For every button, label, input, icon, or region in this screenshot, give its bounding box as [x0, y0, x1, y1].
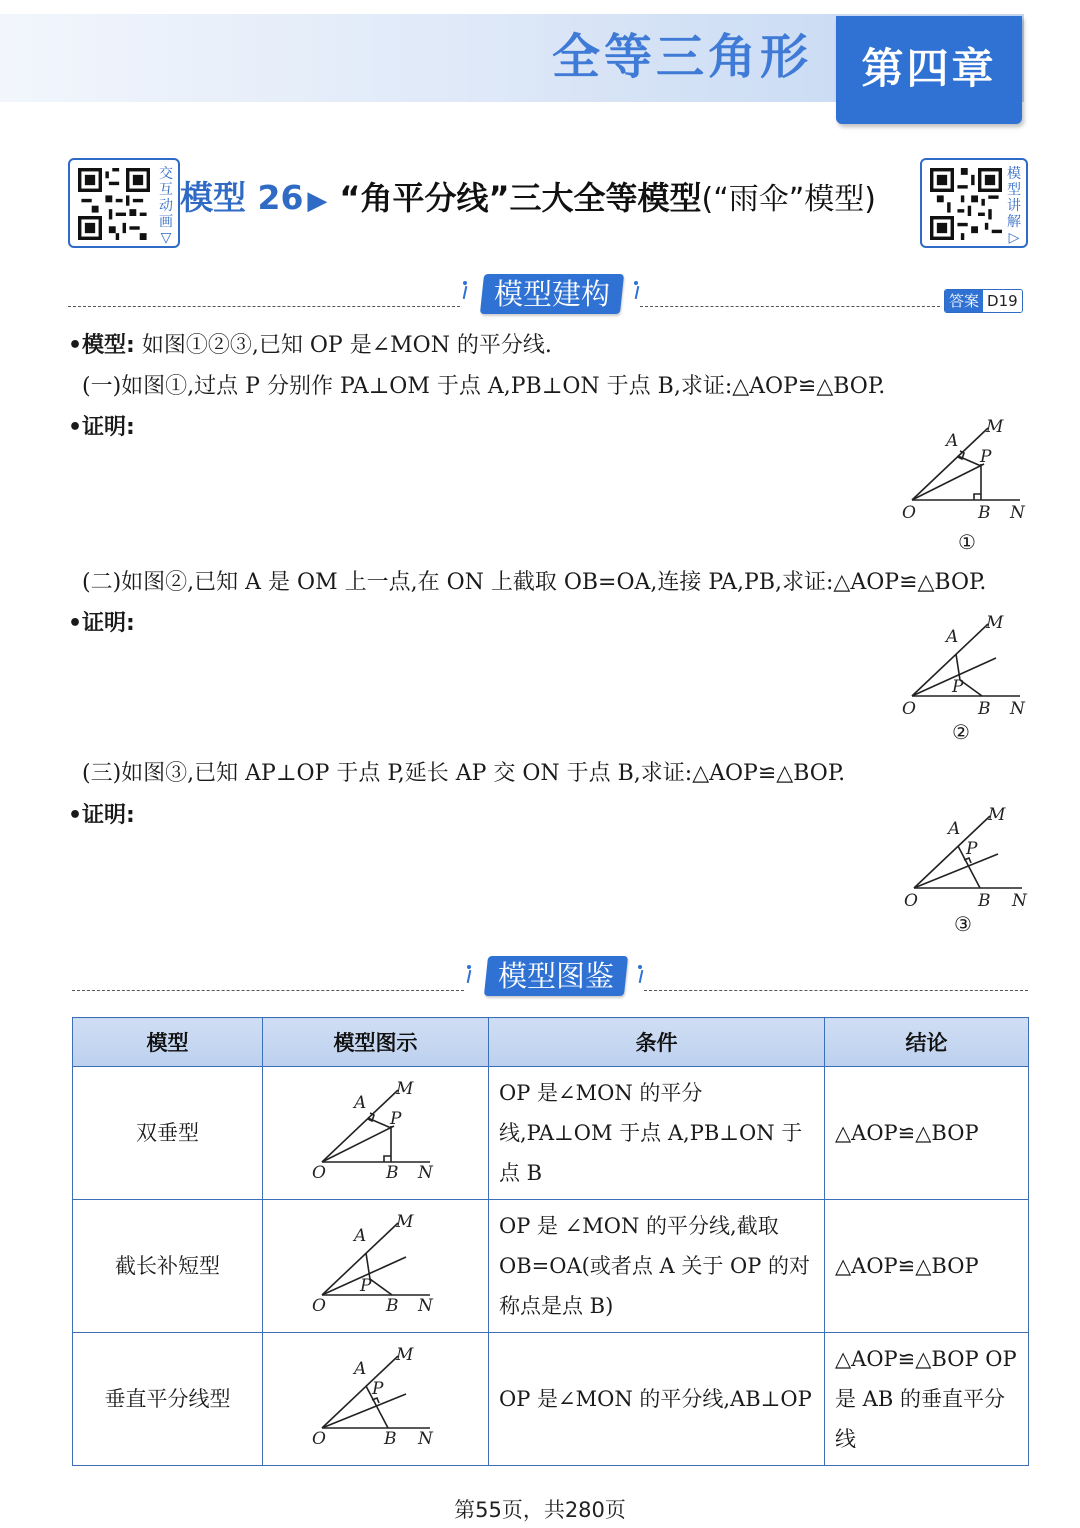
- part-1-proof-label: •证明:: [68, 415, 135, 440]
- fig-label-n: N: [417, 1162, 433, 1182]
- section-divider: [640, 306, 940, 307]
- table-row: [73, 1067, 1029, 1200]
- table-row: [73, 1200, 1029, 1333]
- fig-label-o: O: [311, 1295, 326, 1315]
- fig-label-p: P: [359, 1275, 371, 1296]
- qr-tag-char: ▽: [160, 230, 172, 246]
- qr-tag-char: 互: [159, 182, 173, 198]
- fig-label-n: N: [1012, 891, 1027, 911]
- model-title: “角平分线”三大全等模型: [339, 179, 702, 217]
- figure-3: [898, 802, 1038, 912]
- fig-label-m: M: [988, 805, 1006, 825]
- intro-bullet-label: •模型:: [68, 333, 135, 358]
- table-header: 条件: [489, 1018, 825, 1067]
- table-figure-2: [306, 1205, 446, 1315]
- fig-label-b: B: [978, 891, 991, 911]
- fig-label-p: P: [966, 839, 978, 859]
- fig-label-b: B: [385, 1162, 398, 1182]
- table-header-row: [73, 1018, 1029, 1067]
- table-header: 模型: [73, 1018, 263, 1067]
- fig-label-o: O: [311, 1162, 326, 1182]
- answer-label: 答案: [945, 290, 983, 312]
- model-name: 双垂型: [73, 1067, 263, 1200]
- fig-label-o: O: [902, 503, 916, 523]
- model-title-row: [180, 172, 876, 220]
- model-intro: [68, 331, 552, 361]
- fig-label-b: B: [978, 699, 991, 719]
- fig-label-o: O: [904, 891, 918, 911]
- chapter-label: 第四章: [861, 44, 997, 93]
- fig-label-o: O: [902, 699, 916, 719]
- fig-label-n: N: [1010, 699, 1025, 719]
- part-3-proof-label: •证明:: [68, 803, 135, 828]
- fig-label-a: A: [946, 431, 959, 451]
- model-conclusion: △AOP≌△BOP: [825, 1200, 1029, 1333]
- model-condition: OP 是 ∠MON 的平分线,截取 OB=OA(或者点 A 关于 OP 的对称点是点 B): [489, 1200, 825, 1333]
- answer-code: D19: [983, 290, 1022, 312]
- qr-code-icon: [78, 168, 150, 240]
- model-number: 模型 26: [180, 178, 304, 217]
- chapter-badge: [836, 16, 1022, 124]
- table-header: 模型图示: [263, 1018, 489, 1067]
- table-row: [73, 1333, 1029, 1466]
- page-footer: 第55页，共280页: [454, 1498, 626, 1522]
- table-figure-3: [306, 1338, 446, 1448]
- model-figure-cell: [263, 1333, 489, 1466]
- table-header: 结论: [825, 1018, 1029, 1067]
- qr-tag-char: 解: [1007, 214, 1021, 230]
- fig-label-a: A: [946, 627, 959, 647]
- fig-label-n: N: [1010, 503, 1025, 523]
- fig-label-n: N: [417, 1428, 433, 1448]
- part-2-statement: (二)如图②,已知 A 是 OM 上一点,在 ON 上截取 OB=OA,连接 PA,PB,求证:△AOP≌△BOP.: [82, 570, 987, 595]
- fig-label-b: B: [385, 1295, 398, 1315]
- qr-code-explanation[interactable]: [920, 158, 1028, 248]
- model-figure-cell: [263, 1067, 489, 1200]
- model-condition: OP 是∠MON 的平分线,AB⊥OP: [489, 1333, 825, 1466]
- qr-tag-char: 讲: [1007, 198, 1021, 214]
- model-figure-cell: [263, 1200, 489, 1333]
- fig-label-m: M: [395, 1078, 413, 1099]
- model-name: 截长补短型: [73, 1200, 263, 1333]
- fig-label-o: O: [311, 1428, 326, 1448]
- section-title-model-construction: 模型建构: [480, 274, 624, 314]
- section-divider: [72, 990, 464, 991]
- qr-tag-char: 画: [159, 214, 173, 230]
- fig-label-p: P: [952, 677, 964, 697]
- model-subtitle: (“雨伞”模型): [701, 182, 876, 217]
- figure-1: [896, 414, 1036, 524]
- fig-label-p: P: [389, 1108, 401, 1129]
- fig-label-a: A: [353, 1358, 366, 1379]
- model-name: 垂直平分线型: [73, 1333, 263, 1466]
- figure-3-number: ③: [954, 912, 972, 936]
- fig-label-a: A: [353, 1092, 366, 1113]
- fig-label-m: M: [986, 417, 1004, 437]
- fig-label-m: M: [986, 613, 1004, 633]
- qr-tag-char: 模: [1007, 166, 1021, 182]
- qr-tag-char: 动: [159, 198, 173, 214]
- figure-1-number: ①: [958, 530, 976, 554]
- fig-label-b: B: [978, 503, 991, 523]
- figure-2: [896, 610, 1036, 720]
- section-divider: [644, 990, 1028, 991]
- qr-tag-char: 交: [159, 166, 173, 182]
- section-title-model-gallery: 模型图鉴: [484, 956, 628, 996]
- figure-2-number: ②: [952, 720, 970, 744]
- model-condition: OP 是∠MON 的平分线,PA⊥OM 于点 A,PB⊥ON 于点 B: [489, 1067, 825, 1200]
- qr-code-animation[interactable]: [68, 158, 180, 248]
- model-table: [72, 1017, 1029, 1466]
- intro-text: 如图①②③,已知 OP 是∠MON 的平分线.: [141, 333, 552, 358]
- answer-reference-tag[interactable]: [944, 289, 1023, 313]
- fig-label-a: A: [948, 819, 961, 839]
- fig-label-p: P: [980, 447, 992, 467]
- qr-code-icon: [930, 168, 1002, 240]
- qr-tag-char: 型: [1007, 182, 1021, 198]
- section-divider: [68, 306, 460, 307]
- fig-label-m: M: [395, 1211, 413, 1232]
- fig-label-b: B: [383, 1428, 396, 1448]
- fig-label-a: A: [353, 1225, 366, 1246]
- model-conclusion: △AOP≌△BOP OP 是 AB 的垂直平分线: [825, 1333, 1029, 1466]
- part-2-proof-label: •证明:: [68, 611, 135, 636]
- qr-tag-char: ▷: [1008, 230, 1020, 246]
- fig-label-n: N: [417, 1295, 433, 1315]
- table-figure-1: [306, 1072, 446, 1182]
- chapter-title: 全等三角形: [551, 29, 812, 85]
- fig-label-p: P: [371, 1378, 383, 1399]
- part-1-statement: (一)如图①,过点 P 分别作 PA⊥OM 于点 A,PB⊥ON 于点 B,求证:△AOP≌△BOP.: [82, 374, 886, 399]
- model-conclusion: △AOP≌△BOP: [825, 1067, 1029, 1200]
- fig-label-m: M: [395, 1344, 413, 1365]
- play-arrow-icon: ▶: [307, 186, 328, 216]
- part-3-statement: (三)如图③,已知 AP⊥OP 于点 P,延长 AP 交 ON 于点 B,求证:△AOP≌△BOP.: [82, 761, 846, 786]
